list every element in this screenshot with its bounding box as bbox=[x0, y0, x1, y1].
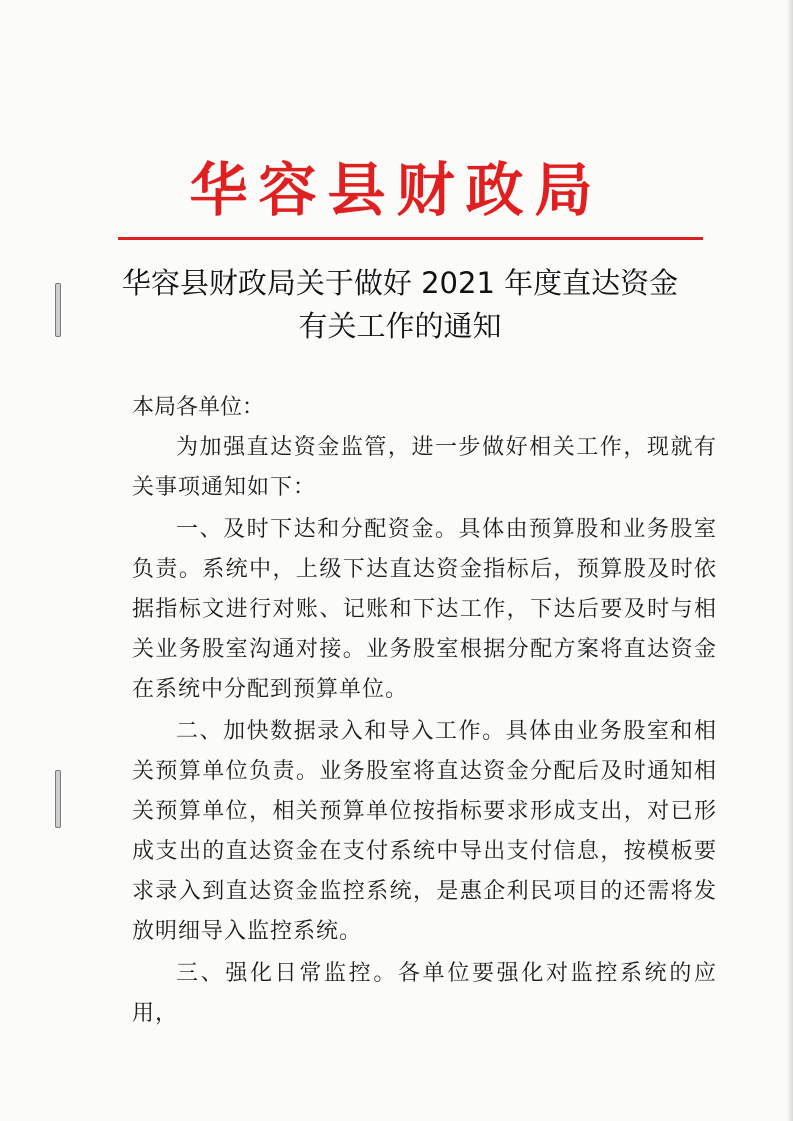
item-3-heading: 三、强化日常监控。 bbox=[176, 961, 398, 986]
intro-paragraph: 为加强直达资金监管，进一步做好相关工作，现就有关事项通知如下： bbox=[132, 435, 717, 500]
item-1-heading: 一、及时下达和分配资金。 bbox=[176, 517, 459, 542]
salutation: 本局各单位： bbox=[132, 395, 265, 420]
item-3-paragraph bbox=[132, 954, 717, 1034]
item-1-text: 具体由预算股和业务股室负责。系统中，上级下达直达资金指标后，预算股及时依据指标文进行对账、记账和下达工作，下达后要及时与相关业务股室沟通对接。业务股室根据分配方案将直达资金在系统中分配到预算单位。 bbox=[132, 517, 717, 702]
staple-mark-bottom bbox=[55, 770, 61, 828]
document-body bbox=[132, 388, 717, 1034]
item-1-paragraph bbox=[132, 510, 717, 710]
document-title-line-1: 华容县财政局关于做好 2021 年度直达资金 bbox=[121, 266, 679, 300]
item-2-paragraph bbox=[132, 712, 717, 952]
staple-mark-top bbox=[55, 283, 61, 337]
item-2-heading: 二、加快数据录入和导入工作。 bbox=[176, 719, 506, 744]
document-title-line-2: 有关工作的通知 bbox=[298, 309, 502, 343]
masthead-red-rule bbox=[118, 237, 703, 240]
item-3-text: 各单位要强化对监控系统的应用， bbox=[132, 961, 717, 1026]
item-2-text: 具体由业务股室和相关预算单位负责。业务股室将直达资金分配后及时通知相关预算单位，相关预算单位按指标要求形成支出，对已形成支出的直达资金在支付系统中导出支付信息，按模板要求录入到直达资金监控系统，是惠企利民项目的还需将发放明细导入监控系统。 bbox=[132, 719, 717, 944]
document-title bbox=[100, 262, 700, 348]
issuer-masthead: 华容县财政局 bbox=[189, 156, 604, 224]
